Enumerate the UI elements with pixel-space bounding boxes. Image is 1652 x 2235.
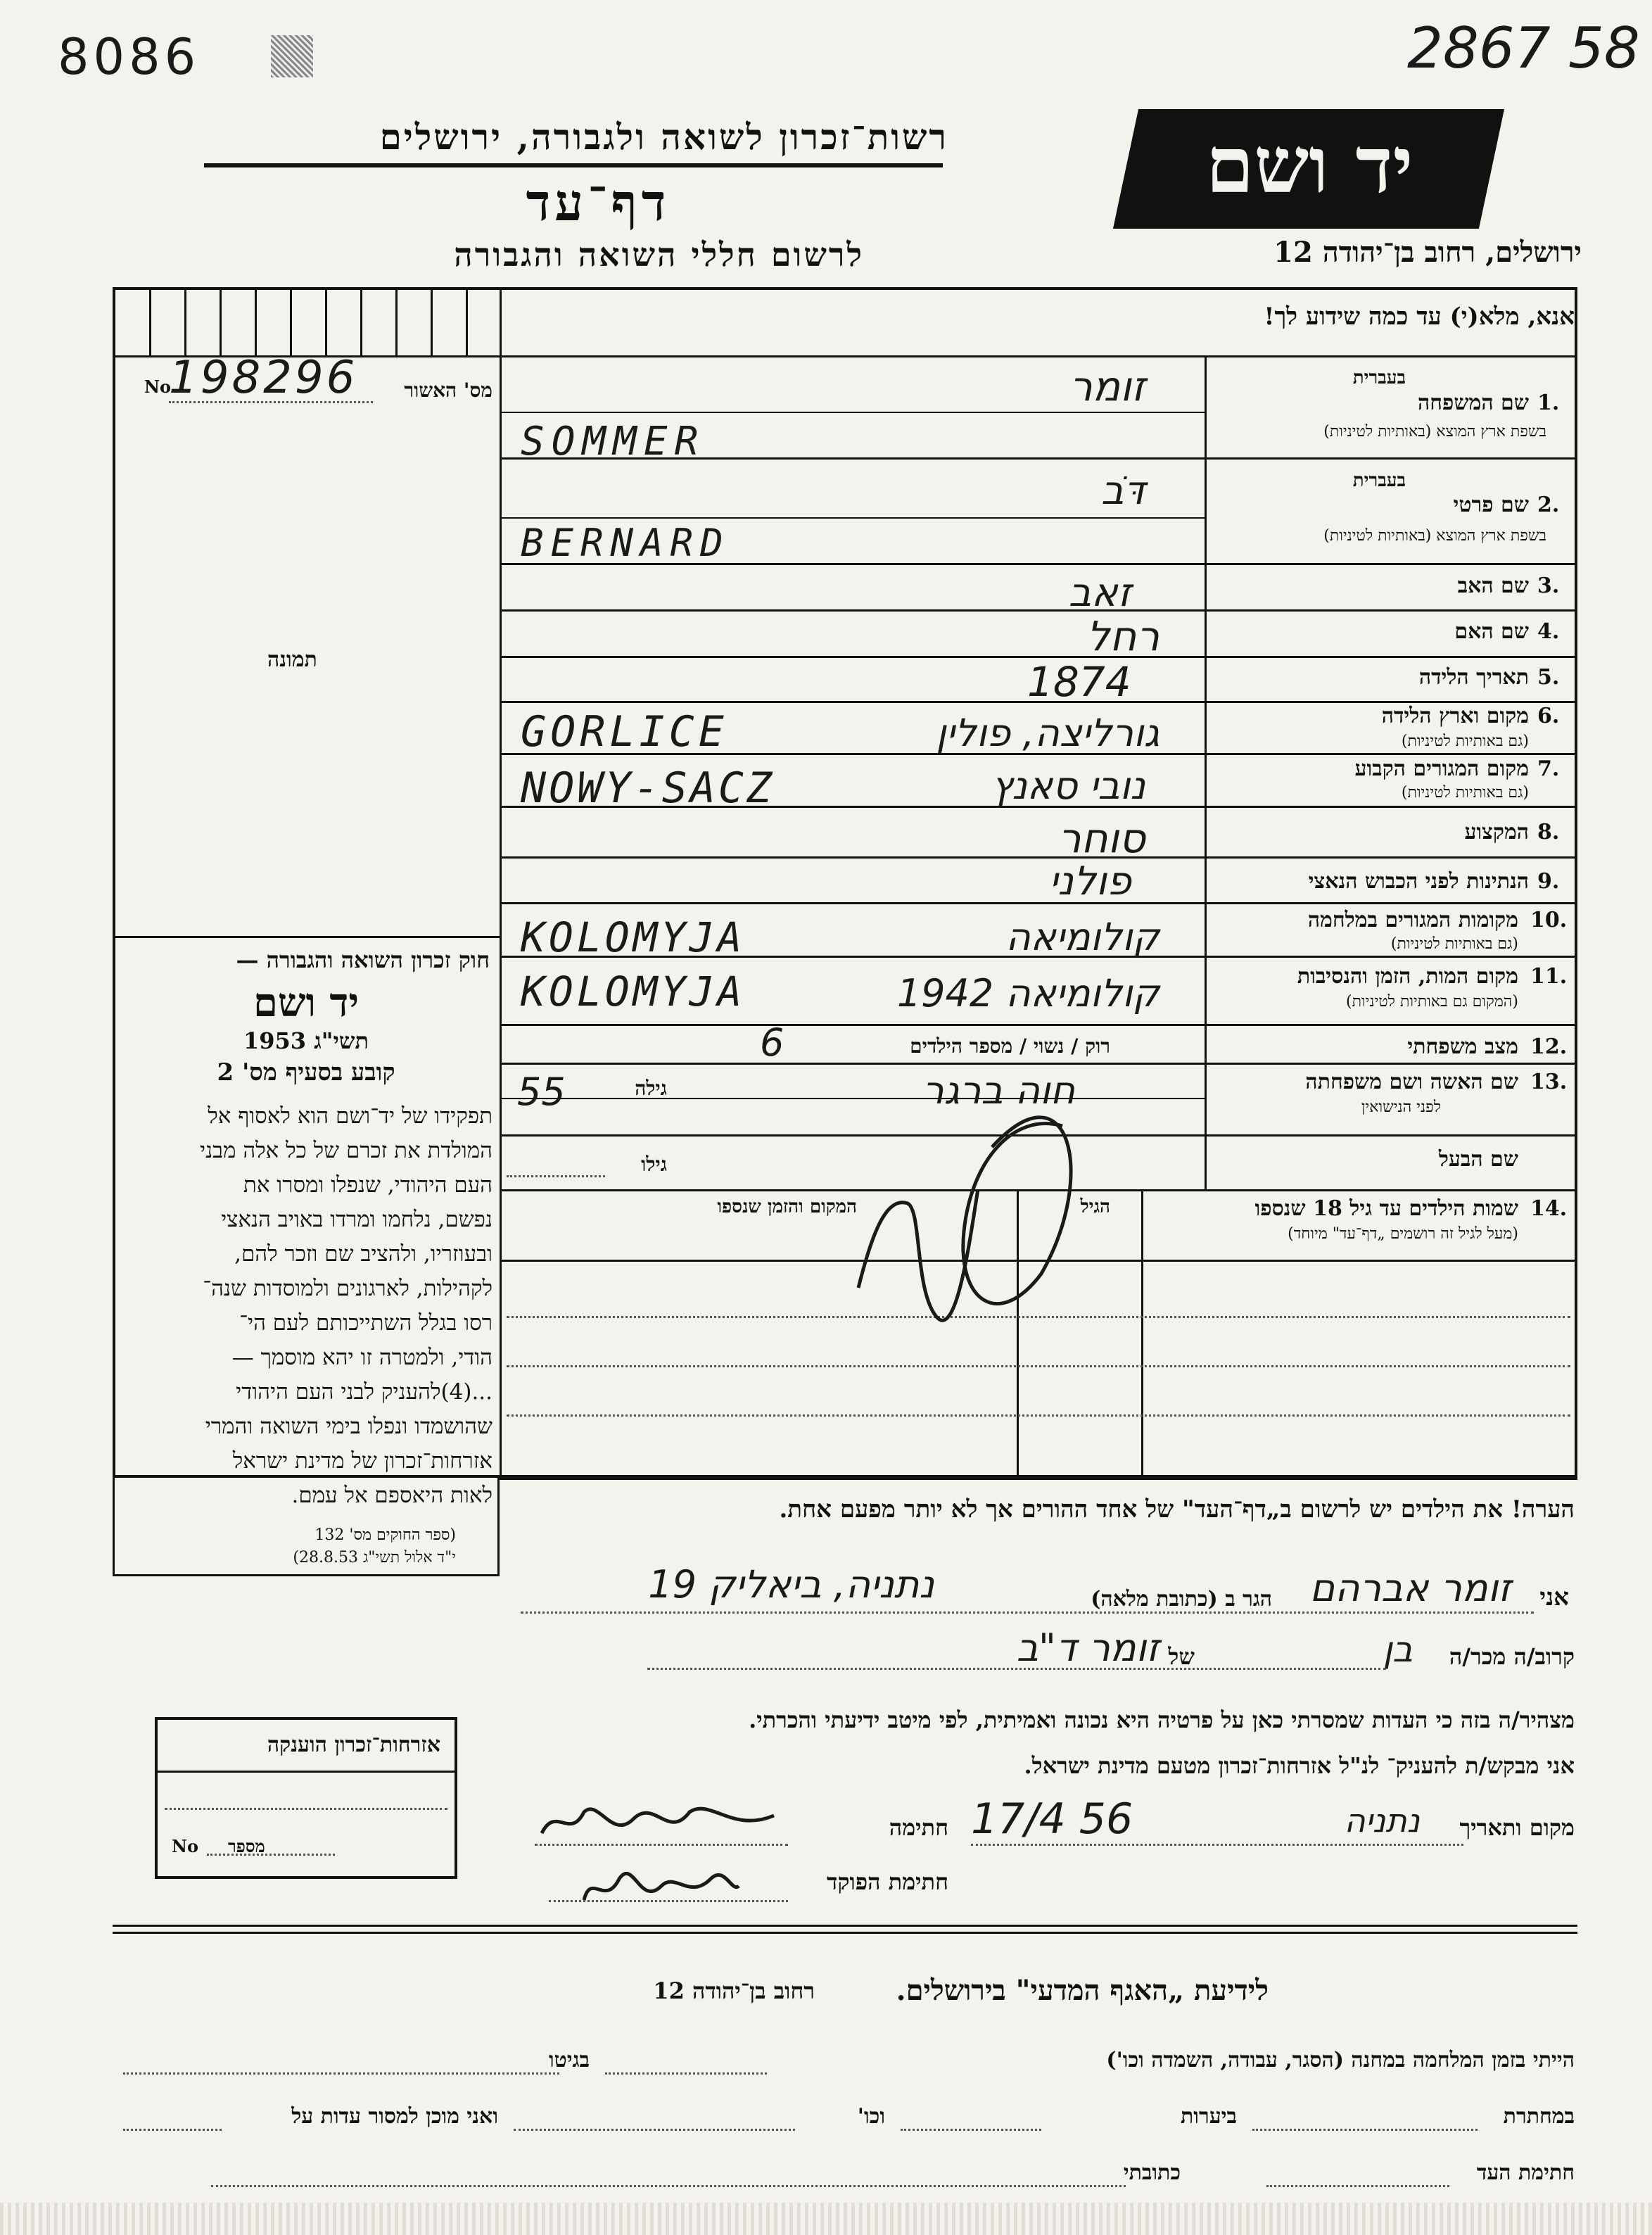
law-title: חוק זכרון השואה והגבורה —: [236, 946, 490, 973]
archive-stamp-left: 8086: [58, 28, 201, 86]
bottom-address: רחוב בן־יהודה 12: [653, 1977, 815, 2004]
label-wife: שם האשה ושם משפחתה: [1305, 1070, 1518, 1094]
value-wife: חוה ברגר: [922, 1068, 1075, 1113]
law-clause: קובע בסעיף מס' 2: [217, 1058, 395, 1087]
value-profession: סוחר: [1057, 814, 1145, 862]
label-surname-heb: בעברית: [1352, 367, 1406, 388]
law-line: הודי, ולמטרה זו יהא מוסמך —: [231, 1345, 493, 1370]
date-value: 17/4 56: [971, 1794, 1133, 1844]
label-residence-sub: (גם באותיות לטיניות): [1401, 784, 1529, 802]
law-year: תשי"ג 1953: [243, 1027, 369, 1054]
decl-shel: של: [1168, 1643, 1195, 1670]
signature-label: חתימה: [889, 1814, 948, 1841]
law-line: המולדת את זכרם של כל אלה מבני: [199, 1138, 493, 1163]
value-war-residence-lat: KOLOMYJA: [521, 913, 746, 961]
value-wife-age: 55: [517, 1070, 566, 1114]
field-num: 12.: [1530, 1034, 1568, 1059]
header-address: ירושלים, רחוב בן־יהודה 12: [1273, 236, 1582, 269]
reg-dotline: [169, 401, 373, 403]
row-rule: [500, 856, 1577, 859]
photo-label: תמונה: [267, 647, 317, 672]
archive-stamp-right: 2867 58: [1407, 15, 1640, 81]
field-num: 4.: [1537, 619, 1560, 644]
decl-line3: מצהיר/ה בזה כי העדות שמסרתי כאן על פרטיה היא נכונה ואמיתית, לפי מיטב ידיעתי והכרתי.: [749, 1707, 1575, 1733]
label-husband: שם הבעל: [1438, 1147, 1518, 1172]
dotline: [1252, 2129, 1478, 2131]
value-surname-lat: SOMMER: [521, 419, 706, 464]
dotline: [647, 1668, 1386, 1670]
bottom-ghetto: בגיטו: [548, 2048, 590, 2072]
law-line: רסו בגלל השתייכותם לעם הי־: [239, 1310, 493, 1336]
law-line: אזרחות־זכרון של מדינת ישראל: [232, 1448, 493, 1474]
law-line: שהושמדו ונפלו בימי השואה והמרי: [205, 1414, 493, 1439]
value-given-heb: דֹּב: [1101, 468, 1145, 514]
scrawl-path: [858, 1118, 1071, 1321]
value-death-lat: KOLOMYJA: [521, 968, 746, 1015]
dotline: [549, 1900, 788, 1902]
place-date-label: מקום ותאריך: [1459, 1814, 1575, 1841]
value-nationality: פולני: [1048, 859, 1131, 904]
value-birthplace-heb: גורליצה, פולין: [936, 711, 1159, 755]
field-num: 3.: [1537, 574, 1560, 598]
law-line: לאות היאספם אל עמם.: [291, 1483, 493, 1508]
value-father: זאב: [1068, 570, 1131, 616]
decl-address: נתניה, ביאליק 19: [648, 1562, 934, 1607]
tick: [149, 290, 151, 355]
law-line: ובעוזריו, ולהציב שם וזכר להם,: [234, 1241, 493, 1267]
label-birthplace-sub: (גם באותיות לטיניות): [1401, 733, 1529, 750]
field-num: 8.: [1537, 820, 1560, 844]
value-surname-heb: זומר: [1069, 362, 1145, 410]
label-war-residence: מקומות המגורים במלחמה: [1307, 908, 1518, 932]
field-num: 1.: [1537, 391, 1560, 415]
tick: [184, 290, 186, 355]
law-line: תפקידו של יד־ושם הוא לאסוף אל: [208, 1103, 493, 1129]
reg-no-label: No: [144, 376, 171, 397]
dotline: [207, 1854, 335, 1856]
tick: [255, 290, 257, 355]
form-subtitle: לרשום חללי השואה והגבורה: [454, 236, 864, 274]
tick: [290, 290, 292, 355]
law-top-rule: [113, 936, 500, 938]
law-source-2: י"ד אלול תשי"ג 28.8.53): [293, 1549, 456, 1566]
authority-name: רשות־זכרון לשואה ולגבורה, ירושלים: [379, 116, 948, 158]
tick: [466, 290, 468, 355]
reg-number: 198296: [169, 352, 358, 404]
dotline: [507, 1175, 605, 1177]
dotline: [165, 1808, 447, 1810]
decl-name: זומר אברהם: [1309, 1566, 1511, 1610]
table-row: [507, 1414, 1570, 1417]
tick: [360, 290, 362, 355]
label-death-sub: (המקום גם באותיות לטיניות): [1346, 993, 1518, 1011]
ink-smudge: [271, 35, 313, 77]
field-num: 9.: [1537, 869, 1560, 894]
row-rule: [500, 1478, 1577, 1480]
value-birthplace-lat: GORLICE: [521, 707, 728, 756]
row-rule: [500, 609, 1577, 612]
row-rule: [500, 902, 1577, 904]
citizenship-rule: [158, 1771, 455, 1773]
note: הערה! את הילדים יש לרשום ב„דף־העד" של אחד ההורים אך לא יותר מפעם אחת.: [779, 1495, 1575, 1524]
label-residence: מקום המגורים הקבוע: [1354, 756, 1529, 781]
law-text: [127, 1099, 493, 1513]
label-war-residence-sub: (גם באותיות לטיניות): [1390, 935, 1518, 953]
bottom-rule: [113, 1932, 1577, 1934]
row-midrule: [500, 412, 1205, 413]
bottom-etc: וכו': [857, 2104, 885, 2129]
label-father: שם האב: [1457, 574, 1529, 598]
yad-vashem-logo: [1113, 109, 1504, 229]
value-death-heb: קולומיאה 1942: [896, 971, 1159, 1015]
bottom-rule: [113, 1925, 1577, 1927]
witness-address-label: כתובתי: [1123, 2160, 1181, 2185]
label-wife-age: גילה: [635, 1077, 667, 1100]
field-num: 2.: [1537, 493, 1560, 517]
col-place: המקום והזמן שנספו: [717, 1196, 857, 1217]
marital-options: רוק / נשוי / מספר הילדים: [910, 1034, 1110, 1058]
citizenship-number-label: מספר: [228, 1836, 265, 1856]
decl-resides-label: הגר ב (כתובת מלאה): [1091, 1587, 1272, 1612]
field-num: 10.: [1530, 908, 1568, 932]
label-given-heb: בעברית: [1352, 470, 1406, 491]
bottom-underground: במחתרת: [1503, 2104, 1575, 2129]
row-midrule: [500, 517, 1205, 519]
label-profession: המקצוע: [1464, 820, 1529, 844]
dotline: [971, 1844, 1463, 1846]
label-wife-sub: לפני הנישואין: [1361, 1098, 1441, 1116]
dotline: [1266, 2185, 1449, 2187]
logo-text: יד ושם: [1205, 120, 1413, 210]
value-children-count: 6: [760, 1020, 784, 1065]
label-marital: מצב משפחתי: [1407, 1034, 1518, 1059]
label-husband-age: גילו: [641, 1153, 667, 1176]
scan-noise: [0, 2203, 1652, 2235]
law-line: העם היהודי, שנפלו ומסרו את: [243, 1172, 493, 1198]
label-death: מקום המות, הזמן והנסיבות: [1297, 964, 1518, 989]
law-source-1: (ספר החוקים מס' 132: [314, 1526, 456, 1544]
dotline: [901, 2129, 1041, 2131]
form-title: דף־עד: [526, 172, 671, 232]
label-birth-date: תאריך הלידה: [1418, 665, 1529, 690]
bottom-line1: הייתי בזמן המלחמה במחנה (הסגר, עבודה, השמדה וכו'): [1106, 2048, 1575, 2072]
field-num: 11.: [1530, 964, 1568, 989]
dotline: [514, 2129, 795, 2131]
value-residence-heb: נובי סאנץ: [991, 764, 1145, 808]
value-war-residence-heb: קולומיאה: [1005, 915, 1159, 959]
law-name: יד ושם: [253, 980, 360, 1026]
field-num: 13.: [1530, 1070, 1568, 1094]
label-surname: שם המשפחה: [1417, 391, 1529, 415]
dotline: [123, 2129, 222, 2131]
signature-scrawl: [830, 1020, 1084, 1386]
field-num: 7.: [1537, 756, 1560, 781]
bottom-forests: ביערות: [1180, 2104, 1237, 2129]
value-mother: רחל: [1086, 612, 1159, 660]
instruction: אנא, מלא(י) עד כמה שידוע לך!: [1264, 303, 1575, 331]
decl-line4: אני מבקש/ת להעניק־ לנ"ל אזרחות־זכרון מטעם מדינת ישראל.: [1024, 1752, 1575, 1779]
decl-ani: אני: [1539, 1583, 1569, 1612]
dotline: [521, 1612, 1534, 1614]
label-given-name: שם פרטי: [1453, 493, 1529, 517]
dotline: [123, 2072, 559, 2075]
law-source-box: [113, 1478, 500, 1576]
dotline: [211, 2185, 1126, 2187]
citizenship-title: אזרחות־זכרון הוענקה: [267, 1733, 440, 1757]
value-residence-lat: NOWY-SACZ: [521, 764, 775, 813]
decl-relation-label: קרוב/ה מכר/ה: [1449, 1643, 1575, 1670]
tick: [220, 290, 222, 355]
label-children-sub: (מעל לגיל זה רושמים „דף־עד" מיוחד): [1288, 1225, 1518, 1243]
label-children: שמות הילדים עד גיל 18 שנספו: [1254, 1196, 1518, 1221]
law-line: לקהילות, לארגונים ולמוסדות שנה־: [203, 1276, 493, 1301]
decl-of: זומר ד"ב: [1016, 1626, 1159, 1670]
law-line: נפשם, נלחמו ומרדו באויב הנאצי: [221, 1207, 493, 1232]
left-column-divider: [500, 287, 502, 1478]
citizenship-box: [155, 1717, 457, 1879]
reg-label: מס' האשור: [404, 379, 493, 402]
header-rule: [204, 163, 943, 167]
label-mother: שם האם: [1454, 619, 1529, 644]
dotline: [605, 2072, 767, 2075]
dotline: [535, 1844, 788, 1846]
col-divider: [1141, 1189, 1143, 1478]
tick: [431, 290, 433, 355]
label-given-sub: בשפת ארץ המוצא (באותיות לטיניות): [1323, 527, 1546, 545]
bottom-testimony: ואני מוכן למסור עדות על: [291, 2104, 498, 2129]
citizenship-no: No: [172, 1836, 198, 1856]
field-num: 14.: [1530, 1196, 1568, 1221]
field-num: 6.: [1537, 704, 1560, 728]
signature-path: [584, 1873, 739, 1900]
value-birth-year: 1874: [1027, 658, 1131, 706]
decl-relation: בן: [1383, 1629, 1413, 1670]
officer-signature: [577, 1851, 746, 1914]
officer-signature-label: חתימת הפוקד: [827, 1868, 948, 1895]
bottom-title: לידיעת „האגף המדעי" בירושלים.: [896, 1974, 1269, 2007]
field-num: 5.: [1537, 665, 1560, 690]
signature-path: [542, 1809, 774, 1833]
tick: [395, 290, 398, 355]
col-age: הגיל: [1080, 1196, 1110, 1217]
place-value: נתניה: [1344, 1802, 1420, 1840]
label-nationality: הנתינות לפני הכבוש הנאצי: [1308, 869, 1529, 894]
witness-signature-label: חתימת העד: [1476, 2160, 1575, 2185]
tick: [325, 290, 327, 355]
value-given-lat: BERNARD: [521, 521, 730, 565]
label-birthplace: מקום וארץ הלידה: [1381, 704, 1529, 728]
law-line: ...(4)להעניק לבני העם היהודי: [236, 1379, 493, 1405]
label-surname-sub: בשפת ארץ המוצא (באותיות לטיניות): [1323, 423, 1546, 441]
